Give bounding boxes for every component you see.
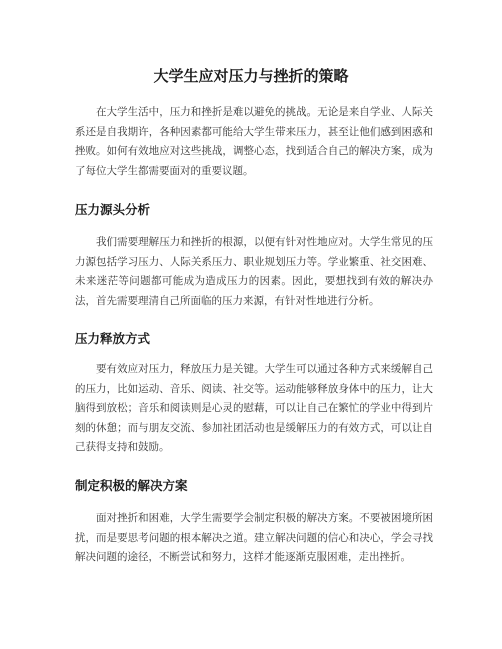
section-body-pressure-release: 要有效应对压力，释放压力是关键。大学生可以通过各种方式来缓解自己的压力，比如运动、音乐、阅读、社交等。运动能够释放身体中的压力，让大脑得到放松；音乐和阅读则是心灵的慰藉，可以让自己在繁忙的学业中得到片刻的休憩；而与朋友交流、参加社团活动也是缓解压力的有效方式，可以让自己获得支持和鼓励。 bbox=[75, 363, 433, 453]
section-body-pressure-source: 我们需要理解压力和挫折的根源，以便有针对性地应对。大学生常见的压力源包括学习压力、人际关系压力、职业规划压力等。学业繁重、社交困难、未来迷茫等问题都可能成为造成压力的因素。因此，要想找到有效的解决办法，首先需要理清自己所面临的压力来源，有针对性地进行分析。 bbox=[75, 236, 433, 307]
intro-paragraph: 在大学生活中，压力和挫折是难以避免的挑战。无论是来自学业、人际关系还是自我期许，各种因素都可能给大学生带来压力，甚至让他们感到困惑和挫败。如何有效地应对这些挑战，调整心态，找到适合自己的解决方案，成为了每位大学生都需要面对的重要议题。 bbox=[75, 106, 433, 177]
document-title: 大学生应对压力与挫折的策略 bbox=[153, 67, 349, 85]
section-heading-solutions: 制定积极的解决方案 bbox=[75, 478, 188, 493]
section-heading-pressure-source: 压力源头分析 bbox=[75, 202, 151, 217]
section-heading-pressure-release: 压力释放方式 bbox=[75, 331, 151, 346]
section-body-solutions: 面对挫折和困难，大学生需要学会制定积极的解决方案。不要被困境所困扰，而是要思考问题的根本解决之道。建立解决问题的信心和决心，学会寻找解决问题的途径，不断尝试和努力，这样才能逐渐克服困难，走出挫折。 bbox=[75, 512, 433, 563]
